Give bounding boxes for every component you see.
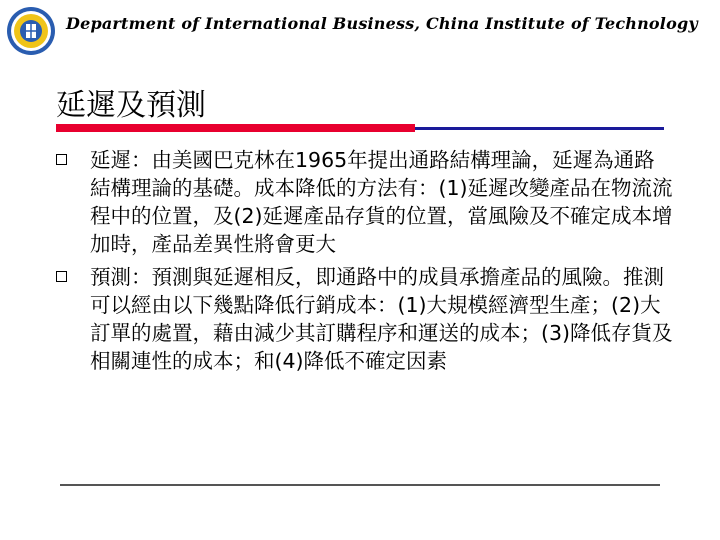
slide-title: 延遲及預測 — [56, 88, 206, 123]
school-emblem-icon — [6, 6, 56, 56]
slide-header — [0, 0, 720, 60]
hollow-square-bullet-icon — [56, 154, 67, 165]
department-name: Department of International Business, China Institute of Technology — [66, 14, 698, 33]
title-underline-blue — [415, 127, 664, 130]
bullet-text: 預測：預測與延遲相反，即通路中的成員承擔產品的風險。推測可以經由以下幾點降低行銷成本：(1)大規模經濟型生產；(2)大訂單的處置，藉由減少其訂購程序和運送的成本；(3)降低存貨及相關連性的成本；和(4)降低不確定因素 — [90, 265, 673, 373]
hollow-square-bullet-icon — [56, 271, 67, 282]
bullet-text: 延遲：由美國巴克林在1965年提出通路結構理論，延遲為通路結構理論的基礎。成本降低的方法有：(1)延遲改變產品在物流流程中的位置，及(2)延遲產品存貨的位置，當風險及不確定成本增加時，產品差異性將會更大 — [90, 148, 673, 256]
bullet-item-forecast — [52, 263, 674, 375]
bullet-item-delay — [52, 146, 674, 258]
title-underline-red — [56, 124, 415, 132]
bottom-divider — [60, 484, 660, 486]
bullet-list — [52, 146, 674, 380]
